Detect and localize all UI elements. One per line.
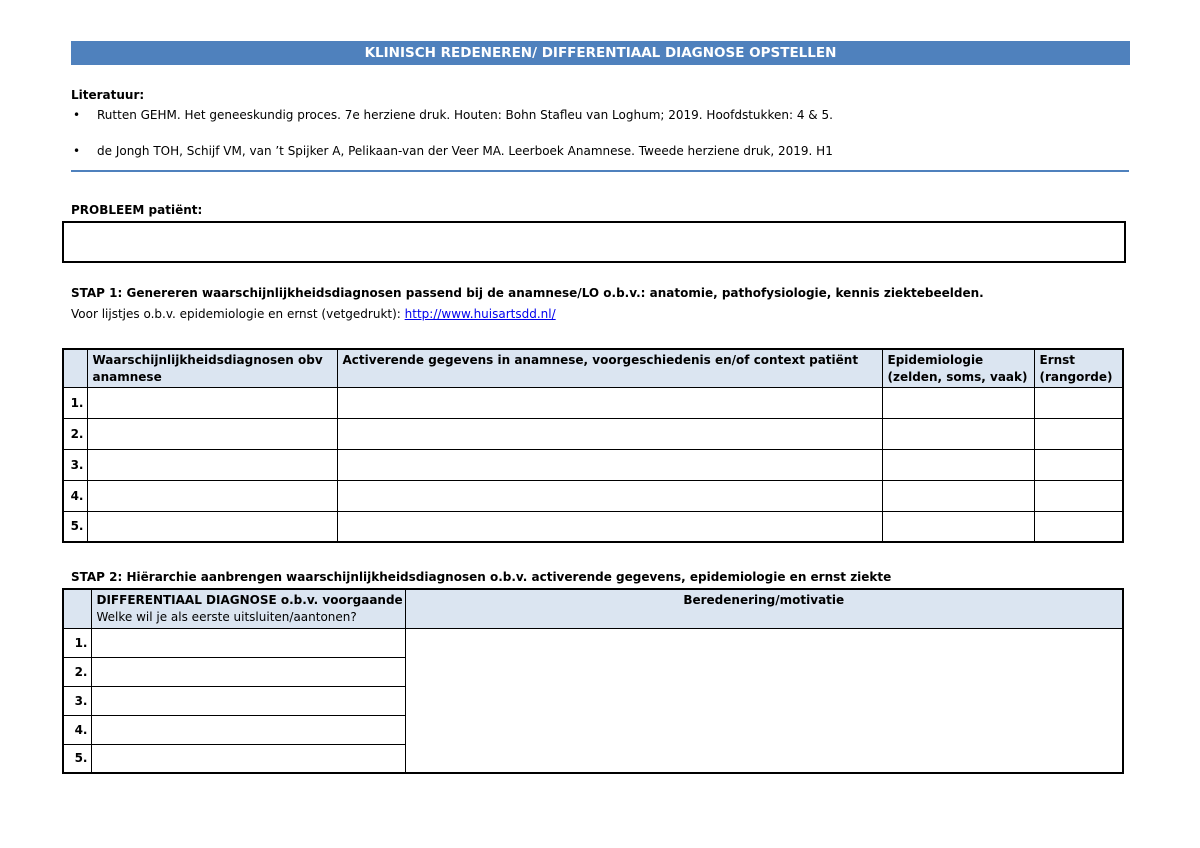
row-number: 2. [63,657,91,686]
diagnosis-cell[interactable] [87,511,337,542]
differential-cell[interactable] [91,628,405,657]
row-number: 4. [63,715,91,744]
row-number: 3. [63,449,87,480]
step1-table [62,348,1124,543]
activating-cell[interactable] [337,418,882,449]
step2-table [62,588,1124,774]
row-number: 4. [63,480,87,511]
differential-cell[interactable] [91,686,405,715]
table-row [63,511,1123,542]
diagnosis-cell[interactable] [87,418,337,449]
epidemiology-cell[interactable] [882,511,1034,542]
corner-cell [63,589,91,628]
row-number: 1. [63,387,87,418]
step1-subline [71,307,556,321]
activating-cell[interactable] [337,387,882,418]
row-number: 2. [63,418,87,449]
severity-cell[interactable] [1034,387,1123,418]
page-title: KLINISCH REDENEREN/ DIFFERENTIAAL DIAGNOSE OPSTELLEN [71,41,1130,65]
row-number: 1. [63,628,91,657]
literature-item: Rutten GEHM. Het geneeskundig proces. 7e herziene druk. Houten: Bohn Stafleu van Loghum; 2019. Hoofdstukken: 4 & 5. [97,108,833,122]
severity-cell[interactable] [1034,449,1123,480]
row-number: 3. [63,686,91,715]
severity-cell[interactable] [1034,480,1123,511]
col-header-severity: Ernst (rangorde) [1034,349,1123,387]
epidemiology-cell[interactable] [882,449,1034,480]
differential-cell[interactable] [91,744,405,773]
literature-label: Literatuur: [71,88,145,102]
activating-cell[interactable] [337,449,882,480]
bullet-icon: • [73,144,81,158]
col-header-epidemiology: Epidemiologie (zelden, soms, vaak) [882,349,1034,387]
col-header-diagnoses: Waarschijnlijkheidsdiagnosen obv anamnese [87,349,337,387]
table-row [63,480,1123,511]
problem-input[interactable] [62,221,1126,263]
problem-label: PROBLEEM patiënt: [71,203,203,217]
huisartsdd-link[interactable]: http://www.huisartsdd.nl/ [404,307,556,321]
col-header-reasoning: Beredenering/motivatie [405,589,1123,628]
row-number: 5. [63,511,87,542]
reasoning-cell[interactable] [405,628,1123,773]
diagnosis-cell[interactable] [87,449,337,480]
diagnosis-cell[interactable] [87,480,337,511]
table-row [63,628,1123,657]
epidemiology-cell[interactable] [882,418,1034,449]
severity-cell[interactable] [1034,418,1123,449]
step1-heading: STAP 1: Genereren waarschijnlijkheidsdiagnosen passend bij de anamnese/LO o.b.v.: anatomie, pathofysiologie, kennis ziektebeelden. [71,286,984,300]
table-row [63,449,1123,480]
corner-cell [63,349,87,387]
col-header-differential [91,589,405,628]
differential-cell[interactable] [91,657,405,686]
table-row [63,418,1123,449]
literature-item: de Jongh TOH, Schijf VM, van ’t Spijker A, Pelikaan-van der Veer MA. Leerboek Anamnese. Tweede herziene druk, 2019. H1 [97,144,833,158]
epidemiology-cell[interactable] [882,387,1034,418]
col-header-activating-data: Activerende gegevens in anamnese, voorgeschiedenis en/of context patiënt [337,349,882,387]
col-header-differential-question: Welke wil je als eerste uitsluiten/aantonen? [96,610,357,624]
row-number: 5. [63,744,91,773]
activating-cell[interactable] [337,511,882,542]
severity-cell[interactable] [1034,511,1123,542]
col-header-differential-title: DIFFERENTIAAL DIAGNOSE o.b.v. voorgaande [96,593,403,607]
activating-cell[interactable] [337,480,882,511]
differential-cell[interactable] [91,715,405,744]
table-row [63,387,1123,418]
divider [71,170,1129,172]
bullet-icon: • [73,108,81,122]
epidemiology-cell[interactable] [882,480,1034,511]
step2-heading: STAP 2: Hiërarchie aanbrengen waarschijnlijkheidsdiagnosen o.b.v. activerende gegevens, epidemiologie en ernst ziekte [71,570,892,584]
diagnosis-cell[interactable] [87,387,337,418]
step1-sub-text: Voor lijstjes o.b.v. epidemiologie en ernst (vetgedrukt): [71,307,405,321]
